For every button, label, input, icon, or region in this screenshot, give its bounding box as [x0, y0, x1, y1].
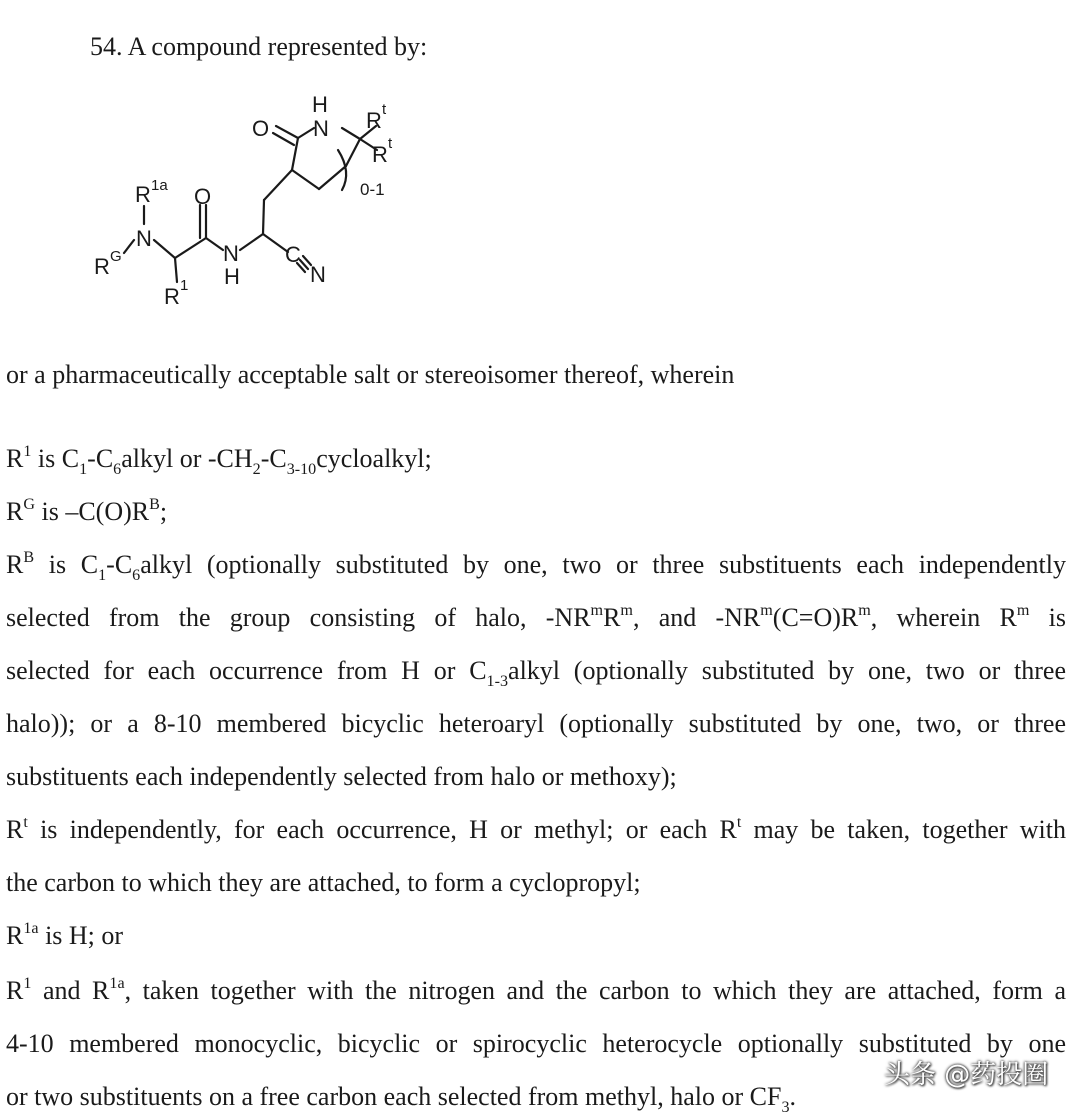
definition-rt-line: $R^t$ is independently, for each occurrence, H or methyl; or each $R^t$ may be taken, together with [6, 814, 1066, 844]
bond [319, 166, 346, 189]
bond [346, 139, 360, 166]
bond [154, 240, 175, 258]
bond [264, 170, 292, 200]
bond [175, 258, 177, 282]
atom-label: H [224, 264, 240, 289]
bond [298, 128, 314, 138]
atom-label: N [136, 226, 152, 251]
definition-rg: $R^G$ is $-C(O)R^B$; [6, 496, 168, 526]
atom-label: N [310, 262, 326, 287]
definition-rb-line: selected from the group consisting of halo, $-NR^mR^m$, and $-NR^m(C=O)R^m$, wherein $R^m$ is [6, 602, 1066, 632]
atom-label: 1 [180, 277, 189, 294]
bond [240, 234, 263, 250]
atom-label: R [366, 108, 382, 133]
atom-label: R [135, 182, 151, 207]
bond [292, 138, 298, 170]
bond [124, 240, 134, 253]
definition-rb-line: substituents each independently selected from halo or methoxy); [6, 762, 677, 791]
bond [292, 170, 319, 189]
atom-label: t [382, 101, 387, 118]
definition-joint-line: $R^1$ and $R^{1a}$, taken together with the nitrogen and the carbon to which they are attached, form a [6, 975, 1066, 1005]
claim-heading: 54. A compound represented by: [90, 32, 428, 61]
repeat-index: 0-1 [360, 180, 385, 199]
definition-joint-line: or two substituents on a free carbon each selected from methyl, halo or $CF_3$. [6, 1082, 797, 1116]
atom-label: H [312, 92, 328, 117]
definition-rb-line: selected for each occurrence from H or $C_{1-3}alkyl$ (optionally substituted by one, two or three [6, 656, 1066, 691]
atom-label: R [164, 284, 180, 309]
watermark-label: 头条 @药投圈 [884, 1060, 1049, 1090]
definition-r1a: $R^{1a}$ is H; or [6, 920, 124, 950]
atom-label: R [372, 142, 388, 167]
atom-label: N [223, 241, 239, 266]
bond [206, 238, 223, 250]
bond [175, 238, 206, 258]
definition-r1: $R^1$ is $C_1-C_6alkyl$ or $-CH_2-C_{3-10}cycloalkyl$; [6, 443, 432, 479]
intro-text: or a pharmaceutically acceptable salt or stereoisomer thereof, wherein [6, 360, 735, 389]
atom-label: O [252, 116, 270, 141]
definition-rt-line: the carbon to which they are attached, to form a cyclopropyl; [6, 868, 641, 897]
bond [342, 128, 360, 139]
bond [263, 200, 264, 234]
atom-label: t [388, 135, 393, 152]
atom-label: G [110, 248, 122, 265]
atom-label: N [313, 116, 329, 141]
definition-joint-line: 4-10 membered monocyclic, bicyclic or spirocyclic heterocycle optionally substituted by one [6, 1029, 1066, 1058]
chemical-structure [80, 88, 420, 310]
atom-label: 1a [151, 177, 168, 194]
definition-rb-line: halo)); or a 8-10 membered bicyclic heteroaryl (optionally substituted by one, two, or three [6, 709, 1066, 738]
atom-label: C [285, 242, 301, 267]
atom-label: O [194, 184, 212, 209]
structure-drawing [80, 88, 420, 310]
atom-label: R [94, 254, 110, 279]
definition-rb-line: $R^B$ is $C_1-C_6alkyl$ (optionally substituted by one, two or three substituents each independently [6, 549, 1066, 585]
